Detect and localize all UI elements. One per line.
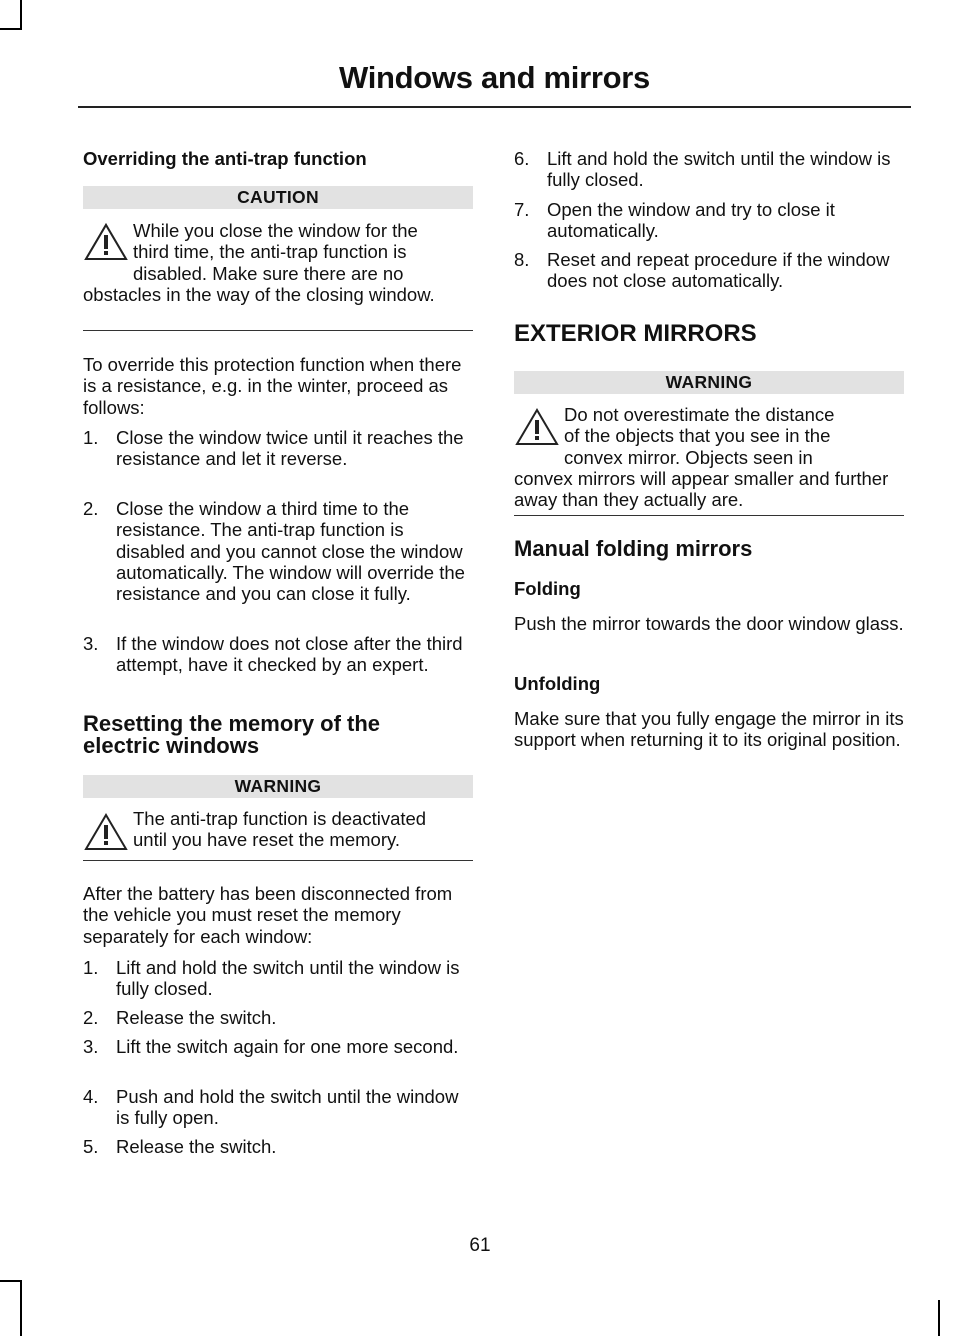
- warning-line-2: of the objects that you see in the: [564, 425, 831, 447]
- warning-rest: convex mirrors will appear smaller and further away than they actually are.: [514, 467, 889, 511]
- warning-bar: WARNING: [83, 775, 473, 798]
- warning-icon: [83, 812, 129, 852]
- crop-mark-bottom-right-v: [938, 1300, 940, 1336]
- caution-line-1: While you close the window for the: [133, 220, 418, 241]
- crop-mark-bottom-left-v: [20, 1280, 22, 1336]
- warning-line-1: The anti-trap function is deactivated: [133, 808, 427, 829]
- caution-line-2: third time, the anti-trap function is: [133, 241, 407, 263]
- header-rule: [78, 106, 911, 108]
- list-item: 2. Release the switch.: [83, 1007, 277, 1028]
- list-item: 6. Lift and hold the switch until the window is fully closed.: [514, 148, 891, 191]
- list-item: 3. If the window does not close after the third attempt, have it checked by an expert.: [83, 633, 463, 676]
- section-title-anti-trap: Overriding the anti-trap function: [83, 148, 367, 169]
- crop-mark-top-left-h: [0, 28, 22, 30]
- warning-line-3: convex mirror. Objects seen in: [564, 446, 813, 468]
- list-item: 3. Lift the switch again for one more second.: [83, 1036, 459, 1057]
- list-item: 5. Release the switch.: [83, 1136, 277, 1157]
- subsection-title-unfolding: Unfolding: [514, 673, 601, 694]
- page-number: 61: [469, 1235, 491, 1256]
- list-item: 8. Reset and repeat procedure if the window does not close automatically.: [514, 249, 890, 292]
- unfolding-text: Make sure that you fully engage the mirror in its support when returning it to its original position.: [514, 708, 904, 751]
- warning-block: [83, 808, 473, 851]
- crop-mark-top-left-v: [20, 0, 22, 30]
- subsection-title-folding: Folding: [514, 578, 581, 599]
- warning-block: [514, 404, 904, 510]
- section-title-resetting: Resetting the memory of the electric windows: [83, 711, 381, 758]
- warning-rule: [514, 515, 904, 516]
- caution-icon: [83, 222, 129, 262]
- page-header-title: Windows and mirrors: [339, 60, 650, 95]
- crop-mark-bottom-left-h: [0, 1280, 22, 1282]
- reset-intro: After the battery has been disconnected from the vehicle you must reset the memory separately for each window:: [83, 883, 453, 947]
- warning-rule: [83, 860, 473, 861]
- caution-rest: obstacles in the way of the closing window.: [83, 283, 435, 305]
- section-title-exterior-mirrors: EXTERIOR MIRRORS: [514, 320, 757, 347]
- warning-line-2: until you have reset the memory.: [133, 829, 401, 851]
- override-intro: To override this protection function when there is a resistance, e.g. in the winter, proceed as follows:: [83, 354, 462, 418]
- caution-bar: CAUTION: [83, 186, 473, 209]
- caution-block: [83, 220, 473, 305]
- warning-bar: WARNING: [514, 371, 904, 394]
- list-item: 1. Lift and hold the switch until the window is fully closed.: [83, 957, 460, 1000]
- warning-icon: [514, 407, 560, 447]
- list-item: 1. Close the window twice until it reaches the resistance and let it reverse.: [83, 427, 464, 470]
- list-item: 2. Close the window a third time to the resistance. The anti-trap function is disabled and you cannot close the window automatically. The window will override the resistance and you can close it fully.: [83, 498, 465, 605]
- section-title-manual-folding: Manual folding mirrors: [514, 536, 753, 561]
- warning-line-1: Do not overestimate the distance: [564, 404, 835, 425]
- caution-line-3: disabled. Make sure there are no: [133, 262, 404, 284]
- folding-text: Push the mirror towards the door window glass.: [514, 613, 904, 634]
- list-item: 7. Open the window and try to close it automatically.: [514, 199, 835, 242]
- caution-rule: [83, 330, 473, 331]
- list-item: 4. Push and hold the switch until the window is fully open.: [83, 1086, 459, 1129]
